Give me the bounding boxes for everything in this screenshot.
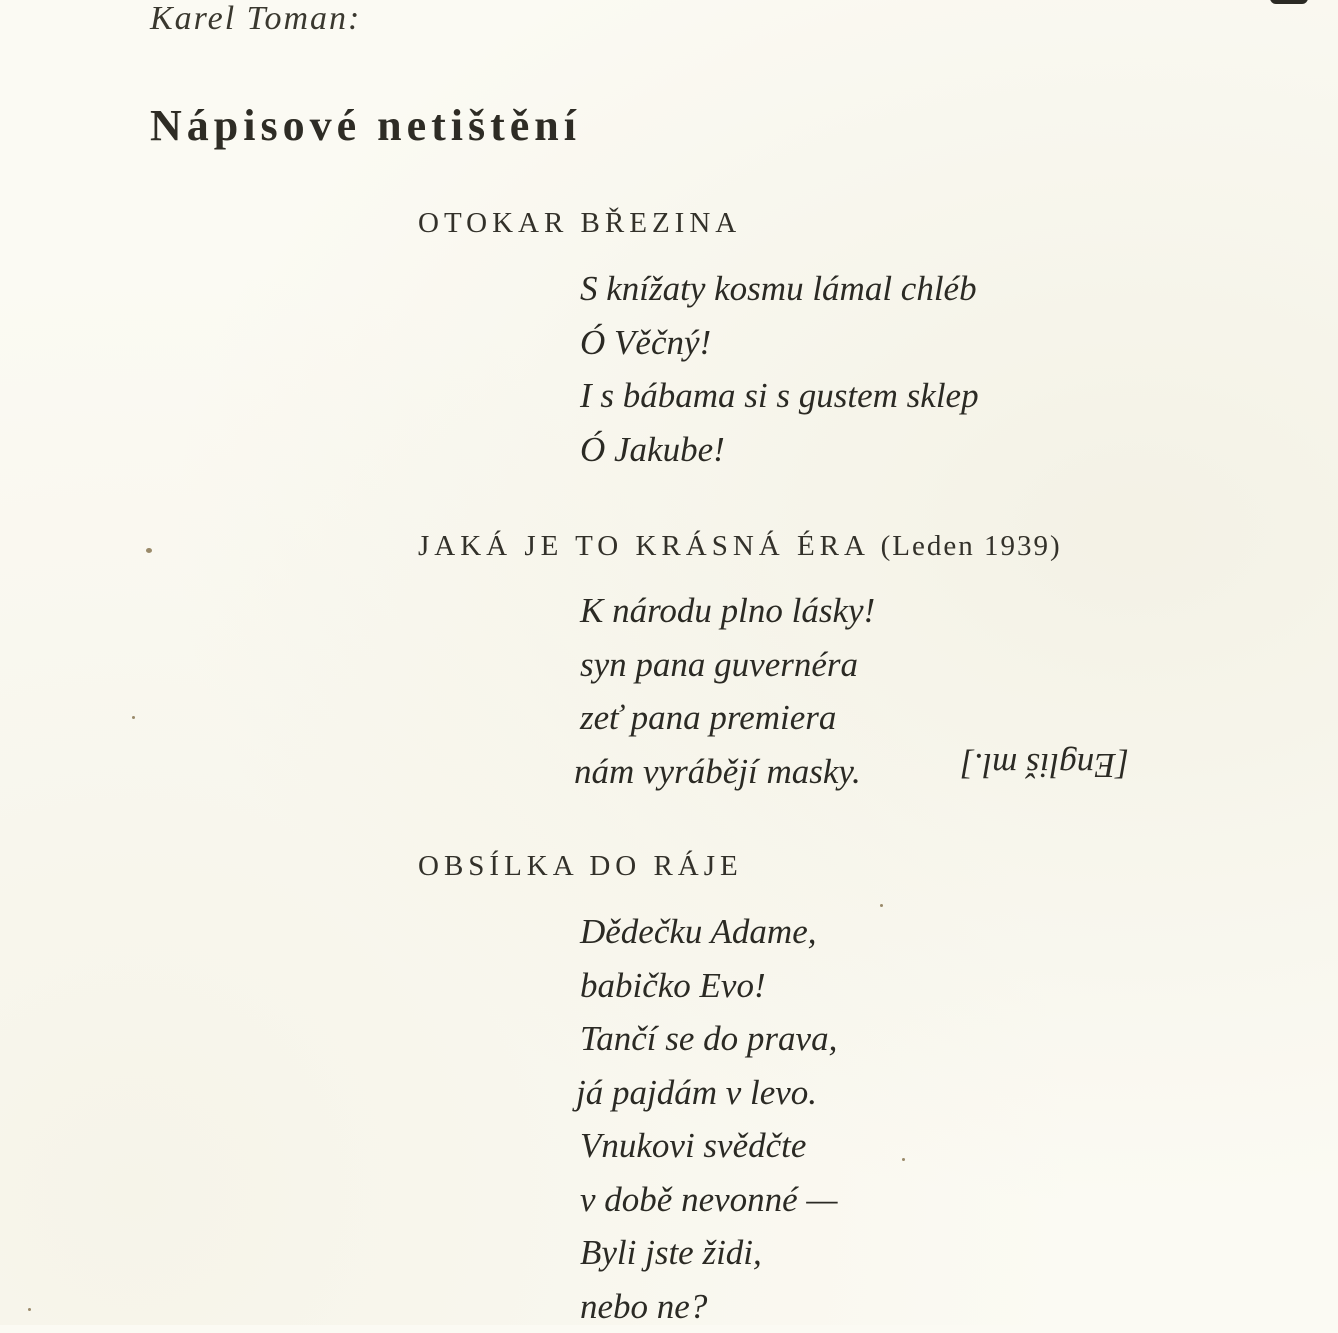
paper-speck [902, 1158, 905, 1161]
verse-line: v době nevonné — [580, 1173, 838, 1227]
section-heading-text: OBSÍLKA DO RÁJE [418, 850, 743, 882]
page-edge-mark [1270, 0, 1308, 4]
section-heading-brezina [418, 207, 741, 240]
verse-line: zeť pana premiera [580, 691, 875, 745]
verse-line: S knížaty kosmu lámal chléb [580, 262, 979, 316]
inverted-attribution: [Engliš ml.] [960, 745, 1129, 785]
verse-line: K národu plno lásky! [580, 584, 875, 638]
verse-line: Tančí se do prava, [580, 1012, 838, 1066]
section-heading-obsilka [418, 850, 743, 883]
verse-line: Ó Věčný! [580, 316, 979, 370]
paper-speck [880, 904, 883, 907]
author-line: Karel Toman: [150, 0, 361, 38]
verse-obsilka [580, 905, 838, 1333]
verse-era [580, 584, 875, 798]
verse-line: já pajdám v levo. [576, 1066, 838, 1120]
verse-line: nám vyrábějí masky. [574, 745, 875, 799]
verse-line: syn pana guvernéra [580, 638, 875, 692]
paper-speck [146, 548, 152, 553]
page-title: Nápisové netištění [150, 100, 581, 151]
section-heading-text: OTOKAR BŘEZINA [418, 207, 741, 239]
verse-line: babičko Evo! [580, 959, 838, 1013]
section-heading-date: (Leden 1939) [881, 530, 1062, 562]
verse-line: Byli jste židi, [580, 1226, 838, 1280]
section-heading-era [418, 530, 1062, 563]
verse-brezina [580, 262, 979, 476]
verse-line: Ó Jakube! [580, 423, 979, 477]
paper-speck [28, 1308, 31, 1311]
verse-line: Dědečku Adame, [580, 905, 838, 959]
verse-line: I s bábama si s gustem sklep [580, 369, 979, 423]
verse-line: Vnukovi svědčte [580, 1119, 838, 1173]
section-heading-text: JAKÁ JE TO KRÁSNÁ ÉRA [418, 530, 868, 562]
paper-speck [132, 716, 135, 719]
verse-line: nebo ne? [580, 1280, 838, 1333]
